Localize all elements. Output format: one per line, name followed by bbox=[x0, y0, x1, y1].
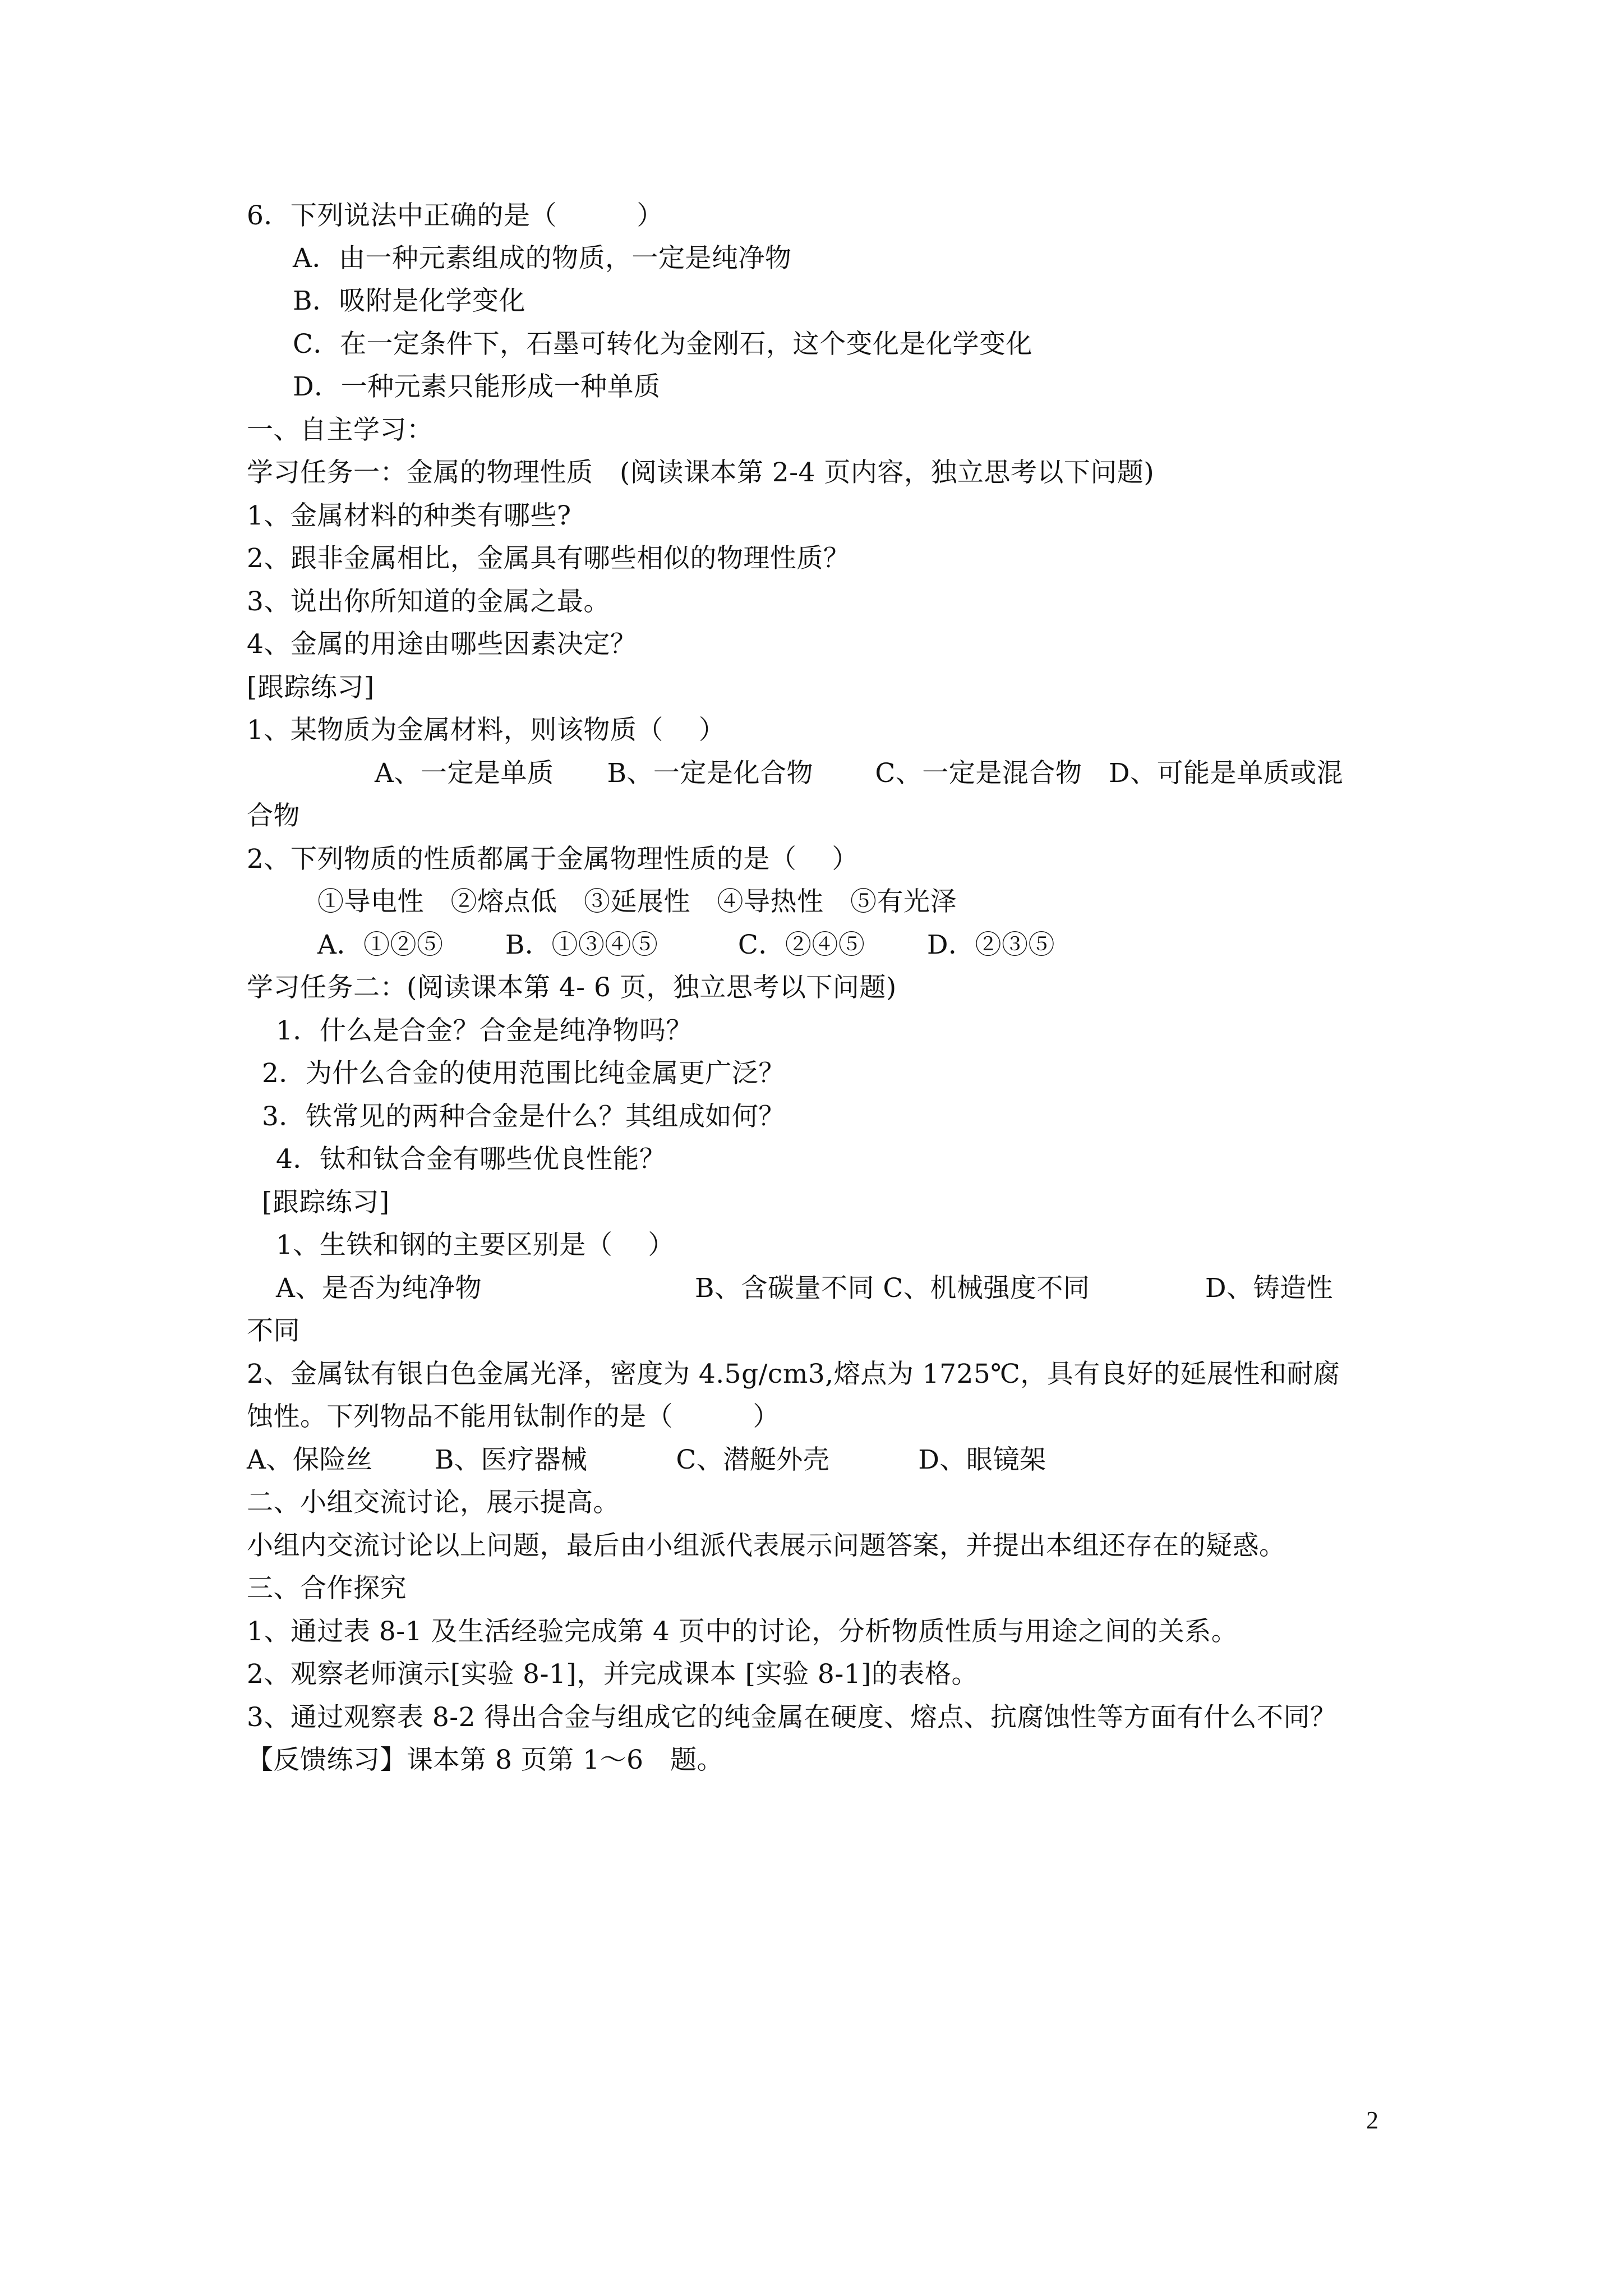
section-heading-group-discussion: 二、小组交流讨论，展示提高。 bbox=[247, 1487, 620, 1518]
practice-1-stem: 1、某物质为金属材料，则该物质（ ） bbox=[247, 715, 726, 746]
task-one-question-3: 3、说出你所知道的金属之最。 bbox=[247, 586, 610, 617]
task-two-question-4: 4．钛和钛合金有哪些优良性能？ bbox=[276, 1144, 666, 1175]
practice-3-stem: 1、生铁和钢的主要区别是（ ） bbox=[276, 1230, 675, 1260]
tracking-practice-heading: [跟踪练习] bbox=[247, 672, 375, 703]
task-two-question-3: 3．铁常见的两种合金是什么？其组成如何？ bbox=[262, 1101, 785, 1132]
feedback-practice: 【反馈练习】课本第 8 页第 1～6 题。 bbox=[247, 1745, 724, 1775]
practice-2-options: A．①②⑤ B．①③④⑤ C．②④⑤ D．②③⑤ bbox=[317, 930, 1055, 960]
practice-4-options: A、保险丝 B、医疗器械 C、潜艇外壳 D、眼镜架 bbox=[247, 1444, 1046, 1475]
tracking-practice-heading-2: [跟踪练习] bbox=[262, 1187, 390, 1218]
inquiry-item-1: 1、通过表 8-1 及生活经验完成第 4 页中的讨论，分析物质性质与用途之间的关系。 bbox=[247, 1616, 1238, 1647]
practice-2-properties: ①导电性 ②熔点低 ③延展性 ④导热性 ⑤有光泽 bbox=[317, 886, 957, 917]
task-two-heading: 学习任务二：(阅读课本第 4- 6 页，独立思考以下问题) bbox=[247, 972, 897, 1003]
question-6-option-d: D．一种元素只能形成一种单质 bbox=[293, 371, 661, 402]
task-two-question-2: 2．为什么合金的使用范围比纯金属更广泛？ bbox=[262, 1058, 785, 1089]
question-6-stem: 6．下列说法中正确的是（ ） bbox=[247, 200, 663, 231]
task-one-heading: 学习任务一：金属的物理性质 (阅读课本第 2-4 页内容，独立思考以下问题) bbox=[247, 457, 1155, 488]
section-heading-cooperative-inquiry: 三、合作探究 bbox=[247, 1573, 407, 1604]
question-6-option-a: A．由一种元素组成的物质，一定是纯净物 bbox=[293, 243, 792, 274]
page-number: 2 bbox=[1366, 2106, 1378, 2134]
inquiry-item-3: 3、通过观察表 8-2 得出合金与组成它的纯金属在硬度、熔点、抗腐蚀性等方面有什么不同？ bbox=[247, 1702, 1337, 1733]
practice-1-options: A、一定是单质 B、一定是化合物 C、一定是混合物 D、可能是单质或混 bbox=[375, 758, 1344, 789]
practice-4-stem-wrap: 蚀性。下列物品不能用钛制作的是（ ） bbox=[247, 1401, 780, 1432]
practice-3-options: A、是否为纯净物 B、含碳量不同 C、机械强度不同 D、铸造性 bbox=[276, 1273, 1334, 1304]
task-one-question-1: 1、金属材料的种类有哪些? bbox=[247, 500, 571, 531]
section-heading-self-study: 一、自主学习： bbox=[247, 415, 434, 445]
task-one-question-2: 2、跟非金属相比，金属具有哪些相似的物理性质？ bbox=[247, 543, 850, 574]
inquiry-item-2: 2、观察老师演示[实验 8-1]，并完成课本 [实验 8-1]的表格。 bbox=[247, 1659, 978, 1690]
group-discussion-text: 小组内交流讨论以上问题，最后由小组派代表展示问题答案，并提出本组还存在的疑惑。 bbox=[247, 1530, 1286, 1561]
question-6-option-c: C．在一定条件下，石墨可转化为金刚石，这个变化是化学变化 bbox=[293, 329, 1032, 360]
task-two-question-1: 1．什么是合金？合金是纯净物吗？ bbox=[276, 1015, 693, 1046]
practice-1-options-wrap: 合物 bbox=[247, 800, 300, 831]
practice-2-stem: 2、下列物质的性质都属于金属物理性质的是（ ） bbox=[247, 844, 859, 875]
practice-4-stem: 2、金属钛有银白色金属光泽，密度为 4.5g/cm3,熔点为 1725℃，具有良好的延展性和耐腐 bbox=[247, 1359, 1340, 1389]
practice-3-options-wrap: 不同 bbox=[247, 1315, 300, 1346]
question-6-option-b: B．吸附是化学变化 bbox=[293, 286, 526, 316]
task-one-question-4: 4、金属的用途由哪些因素决定？ bbox=[247, 629, 637, 660]
